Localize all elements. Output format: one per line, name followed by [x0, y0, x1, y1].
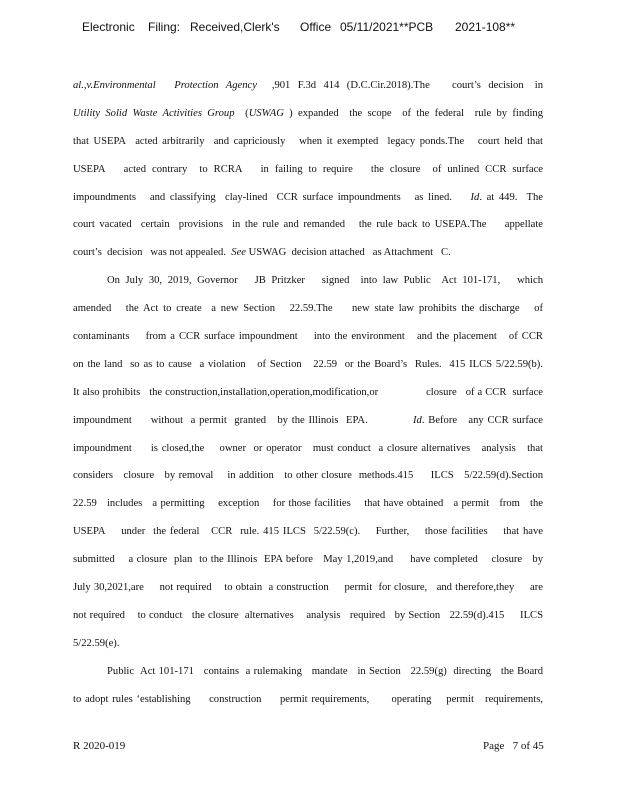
body-line: that USEPA acted arbitrarily and capriciously when it exempted legacy ponds.The court held that: [73, 135, 543, 147]
footer-docket: R 2020-019: [73, 740, 126, 752]
body-line: to adopt rules ‘establishing construction permit requirements, operating permit requirements,: [73, 693, 543, 705]
body-line: not required to conduct the closure alternatives analysis required by Section 22.59(d).415 ILCS: [73, 609, 543, 621]
header-filing: Filing:: [148, 20, 181, 34]
body-line: On July 30, 2019, Governor JB Pritzker signed into law Public Act 101-171, which: [107, 275, 543, 287]
body-line: impoundment without a permit granted by the Illinois EPA. Id. Before any CCR surface: [73, 414, 544, 426]
body-line: USEPA acted contrary to RCRA in failing to require the closure of unlined CCR surface: [73, 163, 543, 175]
body-line: court vacated certain provisions in the rule and remanded the rule back to USEPA.The appellate: [73, 219, 543, 231]
body-line: USEPA under the federal CCR rule. 415 ILCS 5/22.59(c). Further, those facilities that have: [73, 526, 543, 538]
body-line: It also prohibits the construction,installation,operation,modification,or closure of a CCR surface: [73, 386, 543, 398]
header-office: Office: [300, 20, 332, 34]
body-line: impoundments and classifying clay-lined CCR surface impoundments as lined. Id. at 449. The: [73, 191, 543, 203]
body-line: court’s decision was not appealed. See USWAG decision attached as Attachment C.: [73, 247, 451, 259]
header-electronic: Electronic: [82, 20, 135, 34]
body-line: al.,v.Environmental Protection Agency ,901 F.3d 414 (D.C.Cir.2018).The court’s decision in: [73, 80, 544, 91]
footer-page-number: Page 7 of 45: [483, 740, 544, 752]
body-line: on the land so as to cause a violation of Section 22.59 or the Board’s Rules. 415 ILCS 5/22.59(b).: [73, 358, 543, 370]
body-line: contaminants from a CCR surface impoundment into the environment and the placement of CCR: [73, 331, 543, 343]
body-line: July 30,2021,are not required to obtain a construction permit for closure, and therefore,they are: [73, 582, 543, 594]
body-line: 5/22.59(e).: [73, 637, 120, 649]
header-date: 05/11/2021**PCB: [340, 20, 434, 34]
body-line: amended the Act to create a new Section 22.59.The new state law prohibits the discharge of: [73, 303, 543, 315]
body-line: 22.59 includes a permitting exception for those facilities that have obtained a permit from the: [73, 498, 543, 510]
body-line: considers closure by removal in addition to other closure methods.415 ILCS 5/22.59(d).Section: [73, 470, 543, 482]
filing-stamp-header: [0, 20, 618, 38]
body-line: Public Act 101-171 contains a rulemaking mandate in Section 22.59(g) directing the Board: [107, 665, 543, 677]
body-line: impoundment is closed,the owner or operator must conduct a closure alternatives analysis that: [73, 442, 543, 454]
header-received: Received,Clerk's: [190, 20, 280, 34]
document-body: [73, 72, 543, 713]
body-line: submitted a closure plan to the Illinois EPA before May 1,2019,and have completed closure by: [73, 554, 543, 566]
header-docket: 2021-108**: [455, 20, 516, 34]
body-line: Utility Solid Waste Activities Group (USWAG ) expanded the scope of the federal rule by finding: [73, 107, 543, 119]
